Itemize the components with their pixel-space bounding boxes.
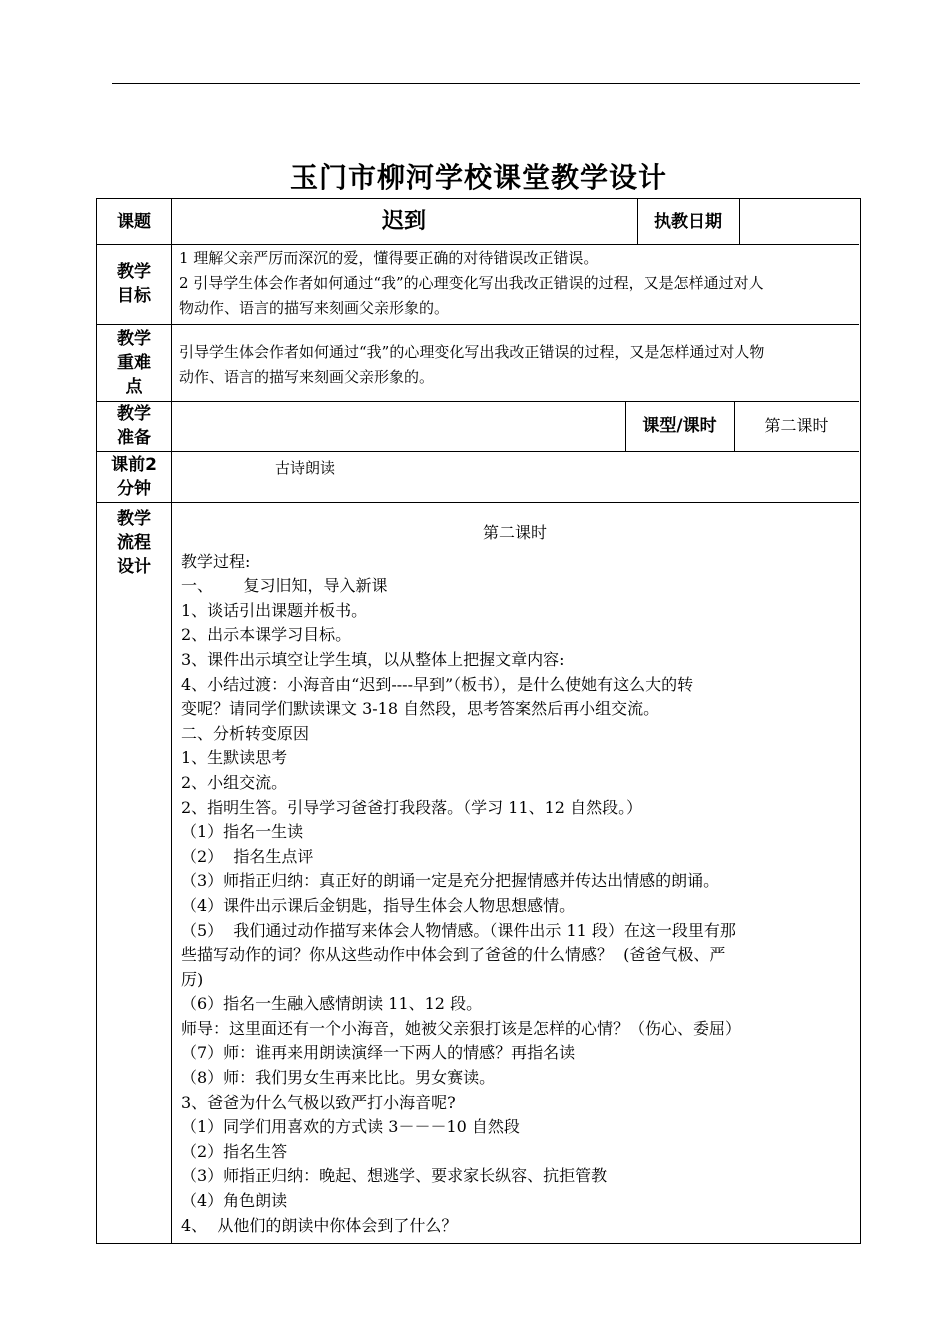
process-line: （1）同学们用喜欢的方式读 3－－－10 自然段: [181, 1117, 520, 1137]
process-heading: 第二课时: [482, 523, 547, 542]
objectives-label-line: 目标: [117, 286, 151, 306]
process-line: 一、 复习旧知，导入新课: [181, 576, 388, 596]
key-points-label-line: 点: [125, 376, 143, 397]
topic-label-text: 课题: [117, 211, 151, 232]
objectives-line: 2 引导学生体会作者如何通过“我”的心理变化写出我改正错误的过程，又是怎样通过对人: [179, 274, 764, 292]
process-line: 师导：这里面还有一个小海音，她被父亲狠打该是怎样的心情？（伤心、委屈）: [181, 1018, 742, 1038]
key-points-label: [97, 324, 171, 401]
date-label: [637, 199, 739, 244]
process-line: （4）角色朗读: [181, 1191, 288, 1211]
key-points-label-line: 教学: [117, 328, 151, 349]
process-line: 些描写动作的词？你从这些动作中体会到了爸爸的什么情感？ (爸爸气极、严: [181, 945, 726, 965]
process-line: （2）指名生答: [181, 1141, 288, 1161]
date-value: [739, 199, 859, 244]
key-points-line: 动作、语言的描写来刻画父亲形象的。: [179, 368, 435, 386]
preparation-label: [97, 401, 171, 451]
process-line: 2、指明生答。引导学习爸爸打我段落。（学习 11、12 自然段。）: [181, 797, 643, 817]
row-divider: [97, 451, 859, 452]
process-line: 1、谈话引出课题并板书。: [181, 600, 368, 620]
lesson-type-label-text: 课型/课时: [642, 416, 717, 436]
key-points-label-line: 重难: [117, 352, 151, 373]
objectives-line: 物动作、语言的描写来刻画父亲形象的。: [179, 299, 450, 317]
warmup-content: [275, 457, 675, 487]
warmup-text: 古诗朗读: [275, 459, 336, 477]
topic-value: [171, 199, 637, 244]
process-line: （4）课件出示课后金钥匙，指导生体会人物思想感情。: [181, 895, 576, 915]
warmup-label-line: 分钟: [117, 478, 151, 499]
preparation-label-line: 准备: [117, 428, 151, 448]
page-title: 玉门市柳河学校课堂教学设计: [289, 161, 667, 194]
key-points-line: 引导学生体会作者如何通过“我”的心理变化写出我改正错误的过程，又是怎样通过对人物: [179, 343, 765, 361]
objectives-label: [97, 244, 171, 324]
process-line: 3、爸爸为什么气极以致严打小海音呢?: [181, 1092, 456, 1112]
process-content: [171, 521, 859, 1243]
lesson-plan-table: [96, 198, 861, 1244]
process-line: （6）指名一生融入感情朗读 11、12 段。: [181, 994, 483, 1014]
process-label-line: 流程: [117, 533, 151, 553]
objectives-line: 1 理解父亲严厉而深沉的爱，懂得要正确的对待错误改正错误。: [179, 249, 599, 267]
process-label-line: 设计: [117, 557, 151, 577]
process-label: [97, 505, 171, 581]
process-line: （7）师：谁再来用朗读演绎一下两人的情感？再指名读: [181, 1043, 576, 1063]
process-line: （1）指名一生读: [181, 822, 304, 842]
process-line: 3、课件出示填空让学生填，以从整体上把握文章内容:: [181, 649, 565, 669]
process-line: （8）师：我们男女生再来比比。男女赛读。: [181, 1068, 496, 1088]
process-line: 教学过程:: [181, 551, 251, 571]
lesson-type-label: [625, 401, 734, 451]
objectives-label-line: 教学: [117, 262, 151, 282]
lesson-type-value: [734, 401, 859, 451]
warmup-label-line: 课前2: [111, 454, 157, 475]
topic-value-text: 迟到: [381, 208, 426, 234]
process-line: （2） 指名生点评: [181, 846, 314, 866]
process-label-line: 教学: [117, 509, 151, 529]
row-divider: [97, 502, 859, 503]
key-points-content: [171, 339, 859, 399]
process-line: （3）师指正归纳：晚起、想逃学、要求家长纵容、抗拒管教: [181, 1166, 608, 1186]
process-line: 4、小结过渡：小海音由“迟到----早到”（板书），是什么使她有这么大的转: [181, 674, 694, 694]
row-divider: [97, 324, 859, 325]
process-line: （3）师指正归纳：真正好的朗诵一定是充分把握情感并传达出情感的朗诵。: [181, 871, 720, 891]
date-label-text: 执教日期: [654, 211, 722, 232]
process-line: 1、生默读思考: [181, 748, 288, 768]
process-line: 2、出示本课学习目标。: [181, 625, 352, 645]
process-line: 二、分析转变原因: [181, 723, 310, 743]
process-line: 厉): [181, 969, 204, 989]
lesson-type-value-text: 第二课时: [764, 416, 829, 435]
process-line: 2、小组交流。: [181, 772, 288, 792]
process-line: （5） 我们通过动作描写来体会人物情感。（课件出示 11 段）在这一段里有那: [181, 920, 736, 940]
preparation-content: [171, 401, 625, 451]
process-line: 变呢？请同学们默读课文 3-18 自然段，思考答案然后再小组交流。: [181, 699, 660, 719]
objectives-content: [171, 245, 859, 324]
topic-label: [97, 199, 171, 244]
preparation-label-line: 教学: [117, 404, 151, 424]
warmup-label: [97, 451, 171, 502]
header-rule: [112, 83, 860, 84]
process-line: 4、 从他们的朗读中你体会到了什么？: [181, 1215, 458, 1235]
